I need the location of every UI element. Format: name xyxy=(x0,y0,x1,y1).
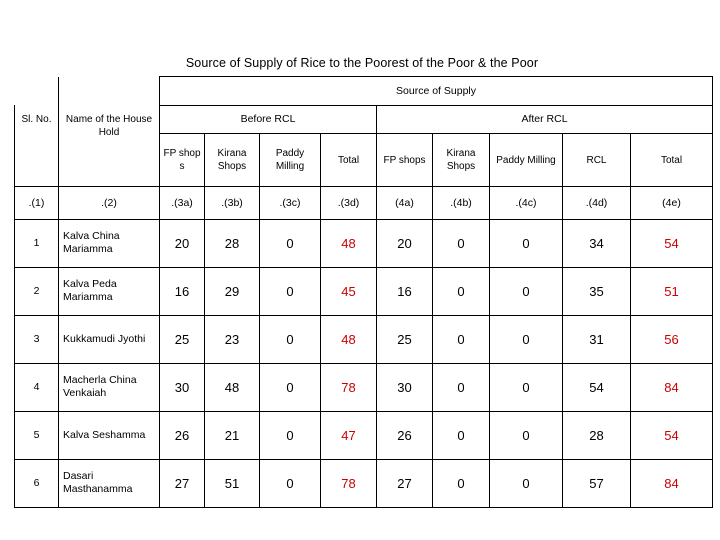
after-total-cell: 54 xyxy=(631,219,713,267)
code-cell: .(3b) xyxy=(205,187,260,220)
before-total-cell: 47 xyxy=(321,411,377,459)
after-paddy-cell: 0 xyxy=(490,459,563,507)
after-rcl-header: After RCL xyxy=(377,105,713,134)
after-paddy-milling-header: Paddy Milling xyxy=(490,134,563,187)
code-cell: .(1) xyxy=(15,187,59,220)
after-fp-cell: 16 xyxy=(377,267,433,315)
after-fp-cell: 30 xyxy=(377,363,433,411)
before-kirana-cell: 48 xyxy=(205,363,260,411)
after-kirana-cell: 0 xyxy=(433,459,490,507)
after-fp-cell: 27 xyxy=(377,459,433,507)
before-fp-shops-header: FP shop s xyxy=(160,134,205,187)
code-cell: .(4b) xyxy=(433,187,490,220)
after-total-cell: 56 xyxy=(631,315,713,363)
sl-cell: 4 xyxy=(15,363,59,411)
name-header: Name of the House Hold xyxy=(59,105,160,187)
sl-no-header: Sl. No. xyxy=(15,105,59,187)
sl-cell: 2 xyxy=(15,267,59,315)
table-row xyxy=(15,459,713,507)
before-total-cell: 78 xyxy=(321,459,377,507)
before-fp-cell: 26 xyxy=(160,411,205,459)
before-total-cell: 78 xyxy=(321,363,377,411)
after-fp-shops-header: FP shops xyxy=(377,134,433,187)
before-kirana-cell: 28 xyxy=(205,219,260,267)
table-row xyxy=(15,363,713,411)
before-kirana-cell: 51 xyxy=(205,459,260,507)
after-paddy-cell: 0 xyxy=(490,363,563,411)
source-of-supply-header: Source of Supply xyxy=(160,77,713,106)
before-total-header: Total xyxy=(321,134,377,187)
sl-cell: 6 xyxy=(15,459,59,507)
household-name-cell: Kukkamudi Jyothi xyxy=(59,315,160,363)
after-total-header: Total xyxy=(631,134,713,187)
sl-cell: 1 xyxy=(15,219,59,267)
code-cell: .(2) xyxy=(59,187,160,220)
before-paddy-cell: 0 xyxy=(260,459,321,507)
before-paddy-cell: 0 xyxy=(260,363,321,411)
before-total-cell: 48 xyxy=(321,315,377,363)
before-paddy-cell: 0 xyxy=(260,219,321,267)
before-total-cell: 48 xyxy=(321,219,377,267)
after-rcl-cell: 34 xyxy=(563,219,631,267)
code-cell: .(4d) xyxy=(563,187,631,220)
after-rcl-cell: 35 xyxy=(563,267,631,315)
after-kirana-shops-header: Kirana Shops xyxy=(433,134,490,187)
code-cell: .(3a) xyxy=(160,187,205,220)
before-fp-cell: 20 xyxy=(160,219,205,267)
sl-cell: 3 xyxy=(15,315,59,363)
table-title: Source of Supply of Rice to the Poorest of the Poor & the Poor xyxy=(185,56,539,70)
after-kirana-cell: 0 xyxy=(433,219,490,267)
table-row xyxy=(15,411,713,459)
before-rcl-header: Before RCL xyxy=(160,105,377,134)
after-paddy-cell: 0 xyxy=(490,219,563,267)
after-total-cell: 84 xyxy=(631,459,713,507)
after-kirana-cell: 0 xyxy=(433,315,490,363)
before-fp-cell: 27 xyxy=(160,459,205,507)
code-cell: .(3c) xyxy=(260,187,321,220)
after-total-cell: 84 xyxy=(631,363,713,411)
before-fp-cell: 25 xyxy=(160,315,205,363)
before-fp-cell: 16 xyxy=(160,267,205,315)
after-fp-cell: 26 xyxy=(377,411,433,459)
after-fp-cell: 25 xyxy=(377,315,433,363)
household-name-cell: Kalva China Mariamma xyxy=(59,219,160,267)
table-row xyxy=(15,315,713,363)
after-rcl-cell: 31 xyxy=(563,315,631,363)
after-fp-cell: 20 xyxy=(377,219,433,267)
before-paddy-milling-header: Paddy Milling xyxy=(260,134,321,187)
after-rcl-cell: 28 xyxy=(563,411,631,459)
code-cell: .(3d) xyxy=(321,187,377,220)
before-total-cell: 45 xyxy=(321,267,377,315)
codes-row xyxy=(15,187,713,220)
after-kirana-cell: 0 xyxy=(433,363,490,411)
code-cell: (4a) xyxy=(377,187,433,220)
code-cell: .(4c) xyxy=(490,187,563,220)
after-paddy-cell: 0 xyxy=(490,315,563,363)
after-kirana-cell: 0 xyxy=(433,267,490,315)
after-rcl-col-header: RCL xyxy=(563,134,631,187)
before-paddy-cell: 0 xyxy=(260,315,321,363)
after-rcl-cell: 57 xyxy=(563,459,631,507)
table-row xyxy=(15,267,713,315)
household-name-cell: Kalva Peda Mariamma xyxy=(59,267,160,315)
before-paddy-cell: 0 xyxy=(260,411,321,459)
household-name-cell: Macherla China Venkaiah xyxy=(59,363,160,411)
after-paddy-cell: 0 xyxy=(490,267,563,315)
header-row-source xyxy=(15,77,713,106)
after-total-cell: 51 xyxy=(631,267,713,315)
after-paddy-cell: 0 xyxy=(490,411,563,459)
rice-supply-table xyxy=(14,76,713,508)
before-kirana-cell: 23 xyxy=(205,315,260,363)
after-rcl-cell: 54 xyxy=(563,363,631,411)
after-total-cell: 54 xyxy=(631,411,713,459)
household-name-cell: Kalva Seshamma xyxy=(59,411,160,459)
before-kirana-cell: 21 xyxy=(205,411,260,459)
sl-cell: 5 xyxy=(15,411,59,459)
before-kirana-shops-header: Kirana Shops xyxy=(205,134,260,187)
table-row xyxy=(15,219,713,267)
before-fp-cell: 30 xyxy=(160,363,205,411)
before-paddy-cell: 0 xyxy=(260,267,321,315)
household-name-cell: Dasari Masthanamma xyxy=(59,459,160,507)
before-kirana-cell: 29 xyxy=(205,267,260,315)
after-kirana-cell: 0 xyxy=(433,411,490,459)
code-cell: (4e) xyxy=(631,187,713,220)
header-row-groups xyxy=(15,105,713,134)
